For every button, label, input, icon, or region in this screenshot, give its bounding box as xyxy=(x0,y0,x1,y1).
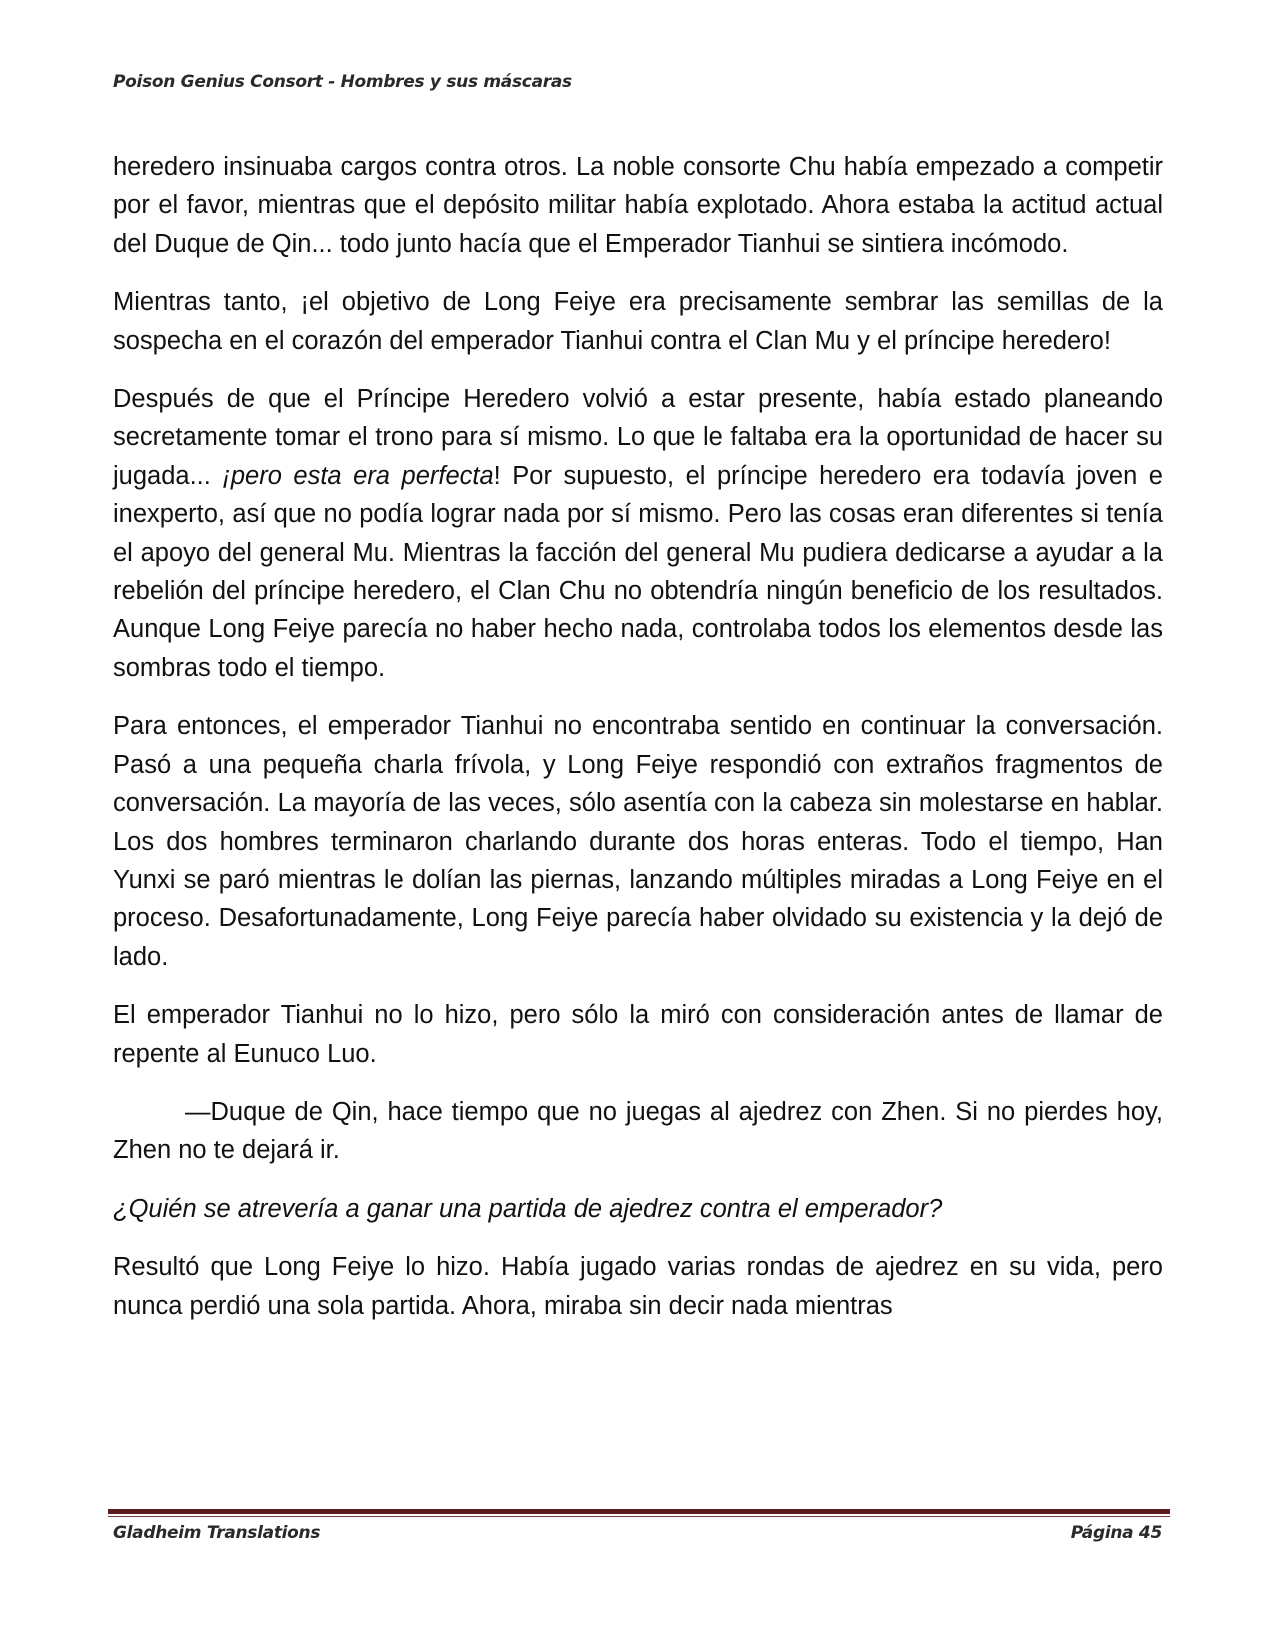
paragraph xyxy=(113,380,1163,687)
body-text xyxy=(113,148,1163,1345)
paragraph-text: —Duque de Qin, hace tiempo que no juegas al ajedrez con Zhen. Si no pierdes hoy, Zhen no te dejará ir. xyxy=(113,1097,1163,1165)
paragraph xyxy=(113,1248,1163,1325)
paragraph-text: Resultó que Long Feiye lo hizo. Había jugado varias rondas de ajedrez en su vida, pero nunca perdió una sola partida. Ahora, miraba sin decir nada mientras xyxy=(113,1253,1163,1320)
paragraph xyxy=(113,707,1163,976)
running-header: Poison Genius Consort - Hombres y sus máscaras xyxy=(113,72,572,92)
paragraph-text: heredero insinuaba cargos contra otros. La noble consorte Chu había empezado a competir por el favor, mientras que el depósito militar había explotado. Ahora estaba la actitud actual del Duque de Qin... todo junto hacía que el Emperador Tianhui se sintiera incómodo. xyxy=(113,153,1163,258)
page-number: Página 45 xyxy=(1070,1523,1162,1543)
paragraph xyxy=(113,148,1163,263)
paragraph-text: ! Por supuesto, el príncipe heredero era todavía joven e inexperto, así que no podía lograr nada por sí mismo. Pero las cosas eran diferentes si tenía el apoyo del general Mu. Mientras la facción del general Mu pudiera dedicarse a ayudar a la rebelión del príncipe heredero, el Clan Chu no obtendría ningún beneficio de los resultados. Aunque Long Feiye parecía no haber hecho nada, controlaba todos los elementos desde las sombras todo el tiempo. xyxy=(113,461,1163,682)
paragraph-text: Después de que el Príncipe Heredero volvió a estar presente, había estado planeando secretamente tomar el trono para sí mismo. Lo que le faltaba era la oportunidad de hacer su jugada... xyxy=(113,385,1163,490)
paragraph-text: Mientras tanto, ¡el objetivo de Long Feiye era precisamente sembrar las semillas de la sospecha en el corazón del emperador Tianhui contra el Clan Mu y el príncipe heredero! xyxy=(113,288,1163,355)
emphasis-text: ¡pero esta era perfecta xyxy=(222,461,494,490)
paragraph xyxy=(113,1190,1163,1228)
footer-rule-thin xyxy=(108,1516,1170,1517)
paragraph xyxy=(113,1093,1163,1170)
footer-translator: Gladheim Translations xyxy=(113,1523,321,1543)
paragraph-text: El emperador Tianhui no lo hizo, pero sólo la miró con consideración antes de llamar de repente al Eunuco Luo. xyxy=(113,1001,1163,1068)
paragraph-text: Para entonces, el emperador Tianhui no encontraba sentido en continuar la conversación. Pasó a una pequeña charla frívola, y Long Feiye respondió con extraños fragmentos de conversación. La mayoría de las veces, sólo asentía con la cabeza sin molestarse en hablar. Los dos hombres terminaron charlando durante dos horas enteras. Todo el tiempo, Han Yunxi se paró mientras le dolían las piernas, lanzando múltiples miradas a Long Feiye en el proceso. Desafortunadamente, Long Feiye parecía haber olvidado su existencia y la dejó de lado. xyxy=(113,712,1163,971)
paragraph xyxy=(113,283,1163,360)
footer-rule xyxy=(108,1509,1170,1514)
paragraph xyxy=(113,996,1163,1073)
paragraph-text: ¿Quién se atrevería a ganar una partida de ajedrez contra el emperador? xyxy=(113,1194,943,1223)
